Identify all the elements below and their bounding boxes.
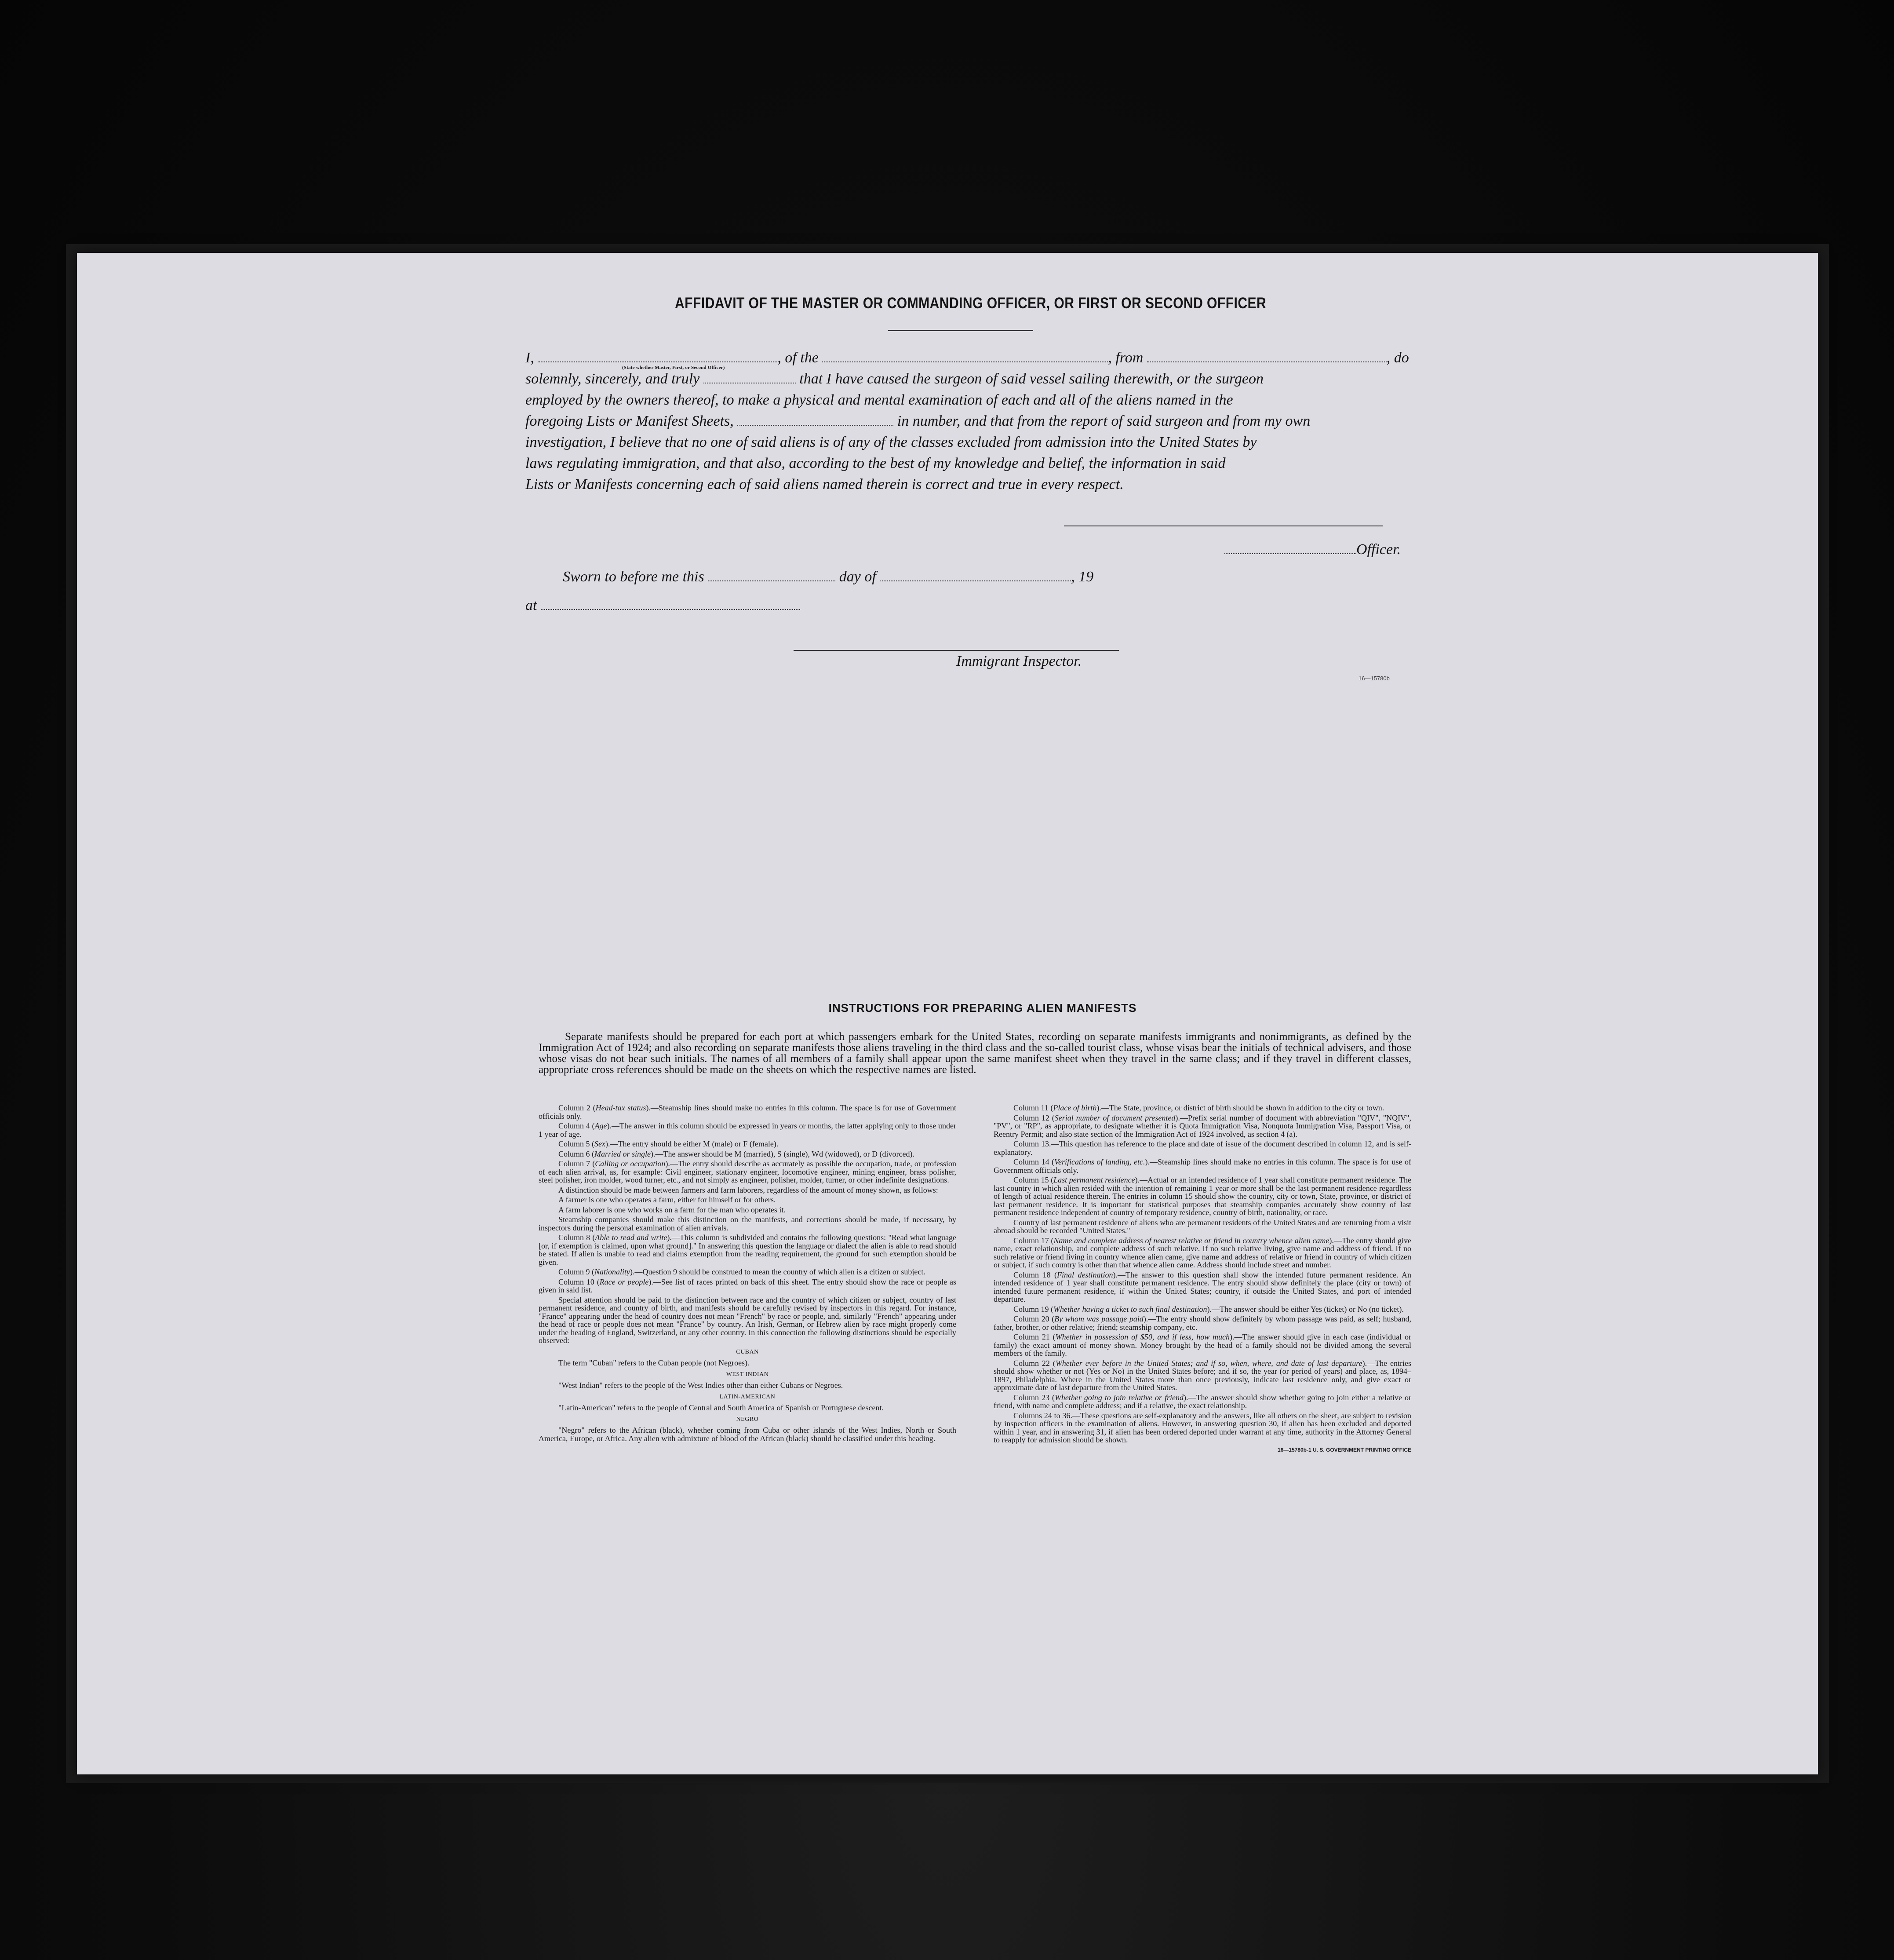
sworn-day-field[interactable] bbox=[708, 571, 835, 581]
affidavit-line-3: employed by the owners thereof, to make a physical and mental examination of each and all of the aliens named in the bbox=[525, 392, 1233, 408]
west-indian-heading: WEST INDIAN bbox=[726, 1371, 769, 1378]
port-from-field[interactable] bbox=[1147, 352, 1387, 362]
country-residence-note: Country of last permanent residence of aliens who are permanent residents of the United States and are returning from a visit abroad should be recorded "United States." bbox=[994, 1218, 1411, 1235]
state-officer-note: (State whether Master, First, or Second Officer) bbox=[622, 365, 725, 370]
column-14-note: Column 14 (Verifications of landing, etc.).—Steamship lines should make no entries in this column. The space is for use of Government officials only. bbox=[994, 1157, 1411, 1175]
column-17-note: Column 17 (Name and complete address of nearest relative or friend in country whence alien came).—The entry should give name, exact relationship, and complete address of such relative. If no such relative living, give name and address of friend. If no such relative or friend living in country whence alien came, give name and address of relative or friend in country of which citizen or subject, if such country is other than that whence alien came. Address should include street and number. bbox=[994, 1236, 1411, 1269]
column-8-note: Column 8 (Able to read and write).—This column is subdivided and contains the following questions: "Read what language [or, if exemption is claimed, upon what ground]." In answering this question the language or dialect the alien is able to read should be stated. If alien is unable to read and claims exemption from the reading requirement, the ground for such exemption should be given. bbox=[539, 1233, 956, 1267]
column-5-note: Column 5 (Sex).—The entry should be either M (male) or F (female). bbox=[558, 1139, 779, 1148]
negro-definition: "Negro" refers to the African (black), whether coming from Cuba or other islands of the West Indies, North or South America, Europe, or Africa. Any alien with admixture of blood of the African (black) should be classified under this heading. bbox=[539, 1426, 956, 1443]
sworn-line: Sworn to before me this day of , 19 bbox=[563, 569, 1094, 585]
column-6-note: Column 6 (Married or single).—The answer should be M (married), S (single), Wd (widowed), or D (divorced). bbox=[558, 1149, 915, 1158]
affidavit-line-2: solemnly, sincerely, and truly that I have caused the surgeon of said vessel sailing therewith, or the surgeon bbox=[525, 371, 1264, 387]
printing-office-note: 16—15780b-1 U. S. GOVERNMENT PRINTING OFFICE bbox=[1277, 1446, 1411, 1453]
at-line: at bbox=[525, 598, 800, 613]
column-18-note: Column 18 (Final destination).—The answer to this question shall show the intended future permanent residence. An intended residence of 1 year shall constitute permanent residence. The entry should show definitely the place (city or town) of intended future permanent residence, if within the United States; country, if outside the United States, and port of intended departure. bbox=[994, 1270, 1412, 1303]
instructions-title: INSTRUCTIONS FOR PREPARING ALIEN MANIFESTS bbox=[828, 1001, 1137, 1015]
title-rule bbox=[888, 330, 1033, 331]
column-9-note: Column 9 (Nationality).—Question 9 should be construed to mean the country of which alien is a citizen or subject. bbox=[558, 1267, 925, 1276]
column-4-note: Column 4 (Age).—The answer in this column should be expressed in years or months, the latter applying only to those under 1 year of age. bbox=[539, 1121, 956, 1139]
officer-line: Officer. bbox=[1224, 542, 1401, 557]
cuban-definition: The term "Cuban" refers to the Cuban people (not Negroes). bbox=[558, 1358, 750, 1367]
sworn-place-field[interactable] bbox=[541, 599, 800, 610]
column-10-note: Column 10 (Race or people).—See list of races printed on back of this sheet. The entry should show the race or people as given in said list. bbox=[539, 1277, 956, 1294]
latin-american-heading: LATIN-AMERICAN bbox=[719, 1393, 776, 1400]
affidavit-title: AFFIDAVIT OF THE MASTER OR COMMANDING OFFICER, OR FIRST OR SECOND OFFICER bbox=[675, 295, 1267, 312]
document-sheet bbox=[77, 253, 1818, 1774]
negro-heading: NEGRO bbox=[736, 1416, 759, 1423]
west-indian-definition: "West Indian" refers to the people of the West Indies other than either Cubans or Negroes. bbox=[558, 1381, 843, 1390]
sheets-count-field[interactable] bbox=[737, 415, 893, 426]
instructions-intro: Separate manifests should be prepared for each port at which passengers embark for the United States, recording on separate manifests immigrants and nonimmigrants, as defined by the Immigration Act of 1924; and also recording on separate manifests those aliens traveling in the third class and the so-called tourist class, whose visas bear the initials of technical advisers, and those whose visas do not bear such initials. The names of all members of a family shall appear upon the same manifest sheet when they travel in the same class; and if they travel in different classes, appropriate cross references should be made on the sheets on which the respective names are listed. bbox=[539, 1031, 1411, 1076]
column-7-note: Column 7 (Calling or occupation).—The entry should describe as accurately as possible the occupation, trade, or profession of each alien arrival, as, for example: Civil engineer, stationary engineer, locomotive engineer, mining engineer, brass polisher, steel polisher, iron molder, wood turner, etc., and not simply as engineer, polisher, molder, turner, or other indefinite designations. bbox=[539, 1159, 956, 1184]
column-11-note: Column 11 (Place of birth).—The State, province, or district of birth should be shown in addition to the city or town. bbox=[1013, 1103, 1384, 1112]
affidavit-line-6: laws regulating immigration, and that also, according to the best of my knowledge and belief, the information in said bbox=[525, 455, 1226, 471]
affidavit-line-4: foregoing Lists or Manifest Sheets, in number, and that from the report of said surgeon and from my own bbox=[525, 413, 1311, 429]
affidavit-line-7: Lists or Manifests concerning each of said aliens named therein is correct and true in every respect. bbox=[525, 476, 1124, 493]
farmer-definition: A farmer is one who operates a farm, either for himself or for others. bbox=[558, 1195, 776, 1204]
instructions-left-column bbox=[539, 1104, 956, 1444]
officer-rank-field[interactable] bbox=[538, 352, 777, 362]
column-13-note: Column 13.—This question has reference to the place and date of issue of the document described in column 12, and is self-explanatory. bbox=[994, 1139, 1411, 1157]
form-number: 16—15780b bbox=[1359, 675, 1390, 682]
column-21-note: Column 21 (Whether in possession of $50, and if less, how much).—The answer should give in each case (individual or family) the exact amount of money shown. Money brought by the head of a family should not be divided among the several members of the family. bbox=[994, 1332, 1411, 1358]
officer-title-field[interactable] bbox=[1224, 544, 1356, 554]
column-22-note: Column 22 (Whether ever before in the United States; and if so, when, where, and date of last departure).—The entries should show whether or not (Yes or No) in the United States before; and if so, the year (or period of years) and place, as, 1894–1897, Philadelphia. Where in the United States more than once previously, indicate last residence only, and give exact or approximate date of last departure from the United States. bbox=[994, 1358, 1411, 1392]
inspector-signature-line[interactable] bbox=[794, 650, 1119, 651]
columns-24-36-note: Columns 24 to 36.—These questions are self-explanatory and the answers, like all others on the sheet, are subject to revision by inspection officers in the examination of aliens. However, in answering question 30, if alien has been excluded and deported within 1 year, and in answering 31, if alien has been ordered deported under warrant at any time, authority in the Attorney General to reapply for admission should be shown. bbox=[994, 1411, 1411, 1444]
column-12-note: Column 12 (Serial number of document presented).—Prefix serial number of document with abbreviation "QIV", "NQIV", "PV", or "RP", as appropriate, to designate whether it is Quota Immigration Visa, Nonquota Immigration Visa, Passport Visa, or Reentry Permit; and also state section of the Immigration Act of 1924 involved, as section 4 (a). bbox=[994, 1113, 1412, 1139]
column-15-note: Column 15 (Last permanent residence).—Actual or an intended residence of 1 year shall constitute permanent residence. The last country in which alien resided with the intention of remaining 1 year or more shall be the last permanent residence regardless of length of actual residence therein. The entries in column 15 should show the country, city or town, State, province, or district of last permanent residence. It is important for statistical purposes that steamship companies accurately show country of last permanent residence independent of country of temporary residence, country of birth, nationality, or race. bbox=[994, 1175, 1411, 1217]
inspector-label: Immigrant Inspector. bbox=[956, 653, 1082, 669]
column-23-note: Column 23 (Whether going to join relative or friend).—The answer should show whether going to join either a relative or friend, with name and complete address; and if a relative, the exact relationship. bbox=[994, 1393, 1411, 1410]
column-20-note: Column 20 (By whom was passage paid).—The entry should show definitely by whom passage was paid, as self; husband, father, brother, or other relative; friend; steamship company, etc. bbox=[994, 1314, 1411, 1332]
farm-laborer-definition: A farm laborer is one who works on a farm for the man who operates it. bbox=[558, 1205, 786, 1214]
special-attention-note: Special attention should be paid to the distinction between race and the country of which citizen or subject, country of last permanent residence, and country of birth, and manifests should be carefully revised by inspectors in this regard. For instance, "France" appearing under the head of country does not mean "French" by race or people, and, similarly "French" appearing under the head of race or people does not mean "France" by country. An Irish, German, or Hebrew alien by race might properly come under the heading of England, Switzerland, or any other country. In this connection the following distinctions should be especially observed: bbox=[539, 1295, 956, 1345]
column-2-note: Column 2 (Head-tax status).—Steamship lines should make no entries in this column. The space is for use of Government officials only. bbox=[539, 1103, 956, 1121]
instructions-right-column bbox=[994, 1104, 1411, 1456]
affidavit-line-1: I, , of the , from , do bbox=[525, 350, 1409, 366]
affidavit-line-5: investigation, I believe that no one of said aliens is of any of the classes excluded from admission into the United States by bbox=[525, 434, 1257, 450]
column-19-note: Column 19 (Whether having a ticket to such final destination).—The answer should be either Yes (ticket) or No (no ticket). bbox=[1013, 1304, 1404, 1314]
latin-american-definition: "Latin-American" refers to the people of Central and South America of Spanish or Portuguese descent. bbox=[558, 1403, 884, 1412]
vessel-name-field[interactable] bbox=[822, 352, 1108, 362]
farm-distinction: A distinction should be made between farmers and farm laborers, regardless of the amount of money shown, as follows: bbox=[558, 1185, 938, 1194]
cuban-heading: CUBAN bbox=[736, 1348, 759, 1355]
steamship-note: Steamship companies should make this distinction on the manifests, and corrections should be made, if necessary, by inspectors during the personal examination of alien arrivals. bbox=[539, 1215, 956, 1232]
sworn-month-field[interactable] bbox=[880, 571, 1071, 581]
oath-field[interactable] bbox=[703, 373, 796, 383]
